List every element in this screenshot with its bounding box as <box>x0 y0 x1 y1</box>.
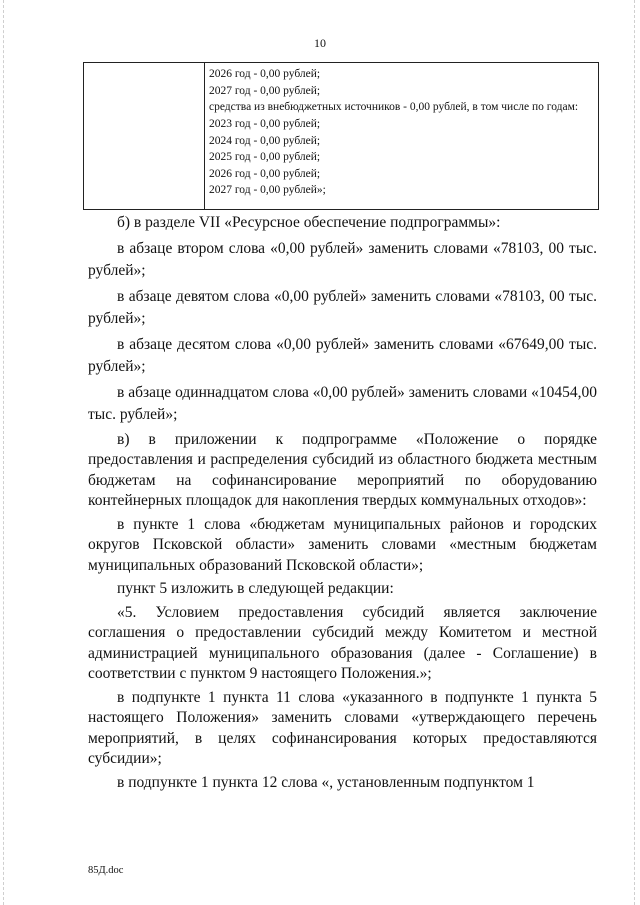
table-line: 2026 год - 0,00 рублей; <box>209 167 321 180</box>
file-name-footer: 85Д.doc <box>88 865 124 876</box>
document-body <box>88 212 597 793</box>
table-line: средства из внебюджетных источников - 0,00 рублей, в том числе по годам: <box>209 101 579 113</box>
table-line: 2027 год - 0,00 рублей»; <box>209 184 326 196</box>
table-line: 2027 год - 0,00 рублей; <box>209 84 321 97</box>
budget-table <box>83 62 599 210</box>
table-line: 2023 год - 0,00 рублей; <box>209 118 321 130</box>
paragraph: б) в разделе VII «Ресурсное обеспечение подпрограммы»: <box>117 214 501 231</box>
paragraph: в абзаце десятом слова «0,00 рублей» заменить словами «67649,00 тыс. рублей»; <box>88 335 597 375</box>
table-line: 2024 год - 0,00 рублей; <box>209 134 321 147</box>
table-line: 2025 год - 0,00 рублей; <box>209 151 321 163</box>
table-cell-funding <box>209 66 594 199</box>
scan-edge-right <box>634 0 636 905</box>
paragraph: «5. Условием предоставления субсидий является заключение соглашения о предоставлении субсидий между Комитетом и местной администрацией муниципального образования (далее - Соглашение) в соответствии с пунктом 9 настоящего Положения.»; <box>88 603 597 682</box>
page-number: 10 <box>314 36 326 50</box>
paragraph: в пункте 1 слова «бюджетам муниципальных районов и городских округов Псковской области» заменить словами «местным бюджетам муниципальных образований Псковской области»; <box>88 515 597 574</box>
paragraph: в) в приложении к подпрограмме «Положение о порядке предоставления и распределения субсидий из областного бюджета местным бюджетам на софинансирование мероприятий по оборудованию контейнерных площадок для накопления твердых коммунальных отходов»: <box>88 430 597 509</box>
table-column-divider <box>204 63 205 209</box>
paragraph: в абзаце одиннадцатом слова «0,00 рублей» заменить словами «10454,00 тыс. рублей»; <box>88 383 597 423</box>
scan-edge-left <box>3 0 5 905</box>
table-line: 2026 год - 0,00 рублей; <box>209 68 321 80</box>
paragraph: в подпункте 1 пункта 11 слова «указанного в подпункте 1 пункта 5 настоящего Положения» заменить словами «утверждающего перечень мероприятий, в целях софинансирования которых предоставляются субсидии»; <box>88 688 597 767</box>
paragraph: пункт 5 изложить в следующей редакции: <box>117 580 394 597</box>
paragraph: в абзаце девятом слова «0,00 рублей» заменить словами «78103, 00 тыс. рублей»; <box>88 287 597 327</box>
paragraph: в абзаце втором слова «0,00 рублей» заменить словами «78103, 00 тыс. рублей»; <box>88 239 597 279</box>
paragraph: в подпункте 1 пункта 12 слова «, установленным подпунктом 1 <box>117 773 535 791</box>
